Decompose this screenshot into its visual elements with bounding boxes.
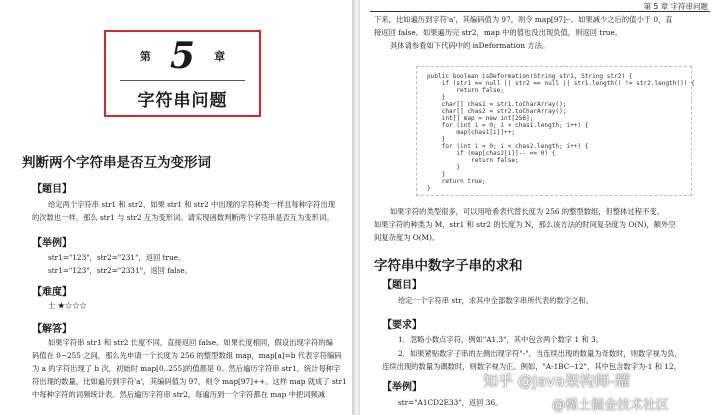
topic-line: 给定一个字符串 str，求其中全部数字串所代表的数字之和。 [398,296,593,305]
header-divider [370,11,710,12]
code-line: return false; [427,87,505,94]
chapter-suffix: 章 [214,50,226,63]
example-label: 【举例】 [32,238,72,249]
code-line: } [427,136,446,143]
watermark-zhihu: 知乎 @Java架构师-耀 [483,372,630,390]
difficulty-label: 【难度】 [32,287,72,298]
code-line: return false; [427,157,519,164]
chapter-title: 字符串问题 [137,91,228,111]
chapter-divider [120,80,245,81]
requirement-line: 连续出现的数量为偶数时，则数字视为正。例如，"A-1BC--12"，其中包含数字为-1 和 12。 [382,362,681,371]
topic-label: 【题目】 [32,184,72,195]
code-line: } [427,164,461,171]
difficulty-rating: 士 ★☆☆☆ [48,301,87,310]
section-title: 判断两个字符串是否互为变形词 [22,155,211,171]
code-line: } [427,94,446,101]
example-label: 【举例】 [382,382,422,393]
code-line: if (str1 == null || str2 == null || str1.length() != str2.length()) { [427,80,695,87]
requirements-label: 【要求】 [382,320,422,331]
running-header: 第 5 章 字符串问题 [643,2,708,11]
example-line: str="A1CD2E33"，返回 36。 [398,398,503,407]
code-block [416,66,695,196]
answer-label: 【解答】 [32,324,72,335]
requirement-line: 1．忽略小数点字符，例如"A1.3"，其中包含两个数字 1 和 3。 [398,335,604,344]
code-line: for (int i = 0; i < chas1.length; i++) { [427,122,589,129]
example-line: str1="123"，str2="231"，返回 true。 [48,253,186,262]
chapter-number: 5 [169,35,196,77]
code-line: map[chas1[i]]++; [427,129,516,136]
example-line: str1="123"，str2="2331"，返回 false。 [48,266,193,275]
left-page [0,0,352,415]
body-line: 下来，比如遍历到字符'a'，其编码值为 97，则令 map[97]--。如果减少之后的值小于 0，直 [374,15,673,24]
code-line: if (map[chas2[i]]-- == 0) { [427,150,556,157]
body-line: 如果字符的类型很多，可以用哈希表代替长度为 256 的整型数组，但整体过程不变。 [390,207,664,216]
body-line: 如果字符的种类为 M，str1 和 str2 的长度为 N，那么该方法的时间复杂度为 O(N)，额外空 [374,220,676,229]
answer-line: 为 a 的字符出现了 b 次，初始时 map[0..255]的值都是 0。然后遍历字符串 str1，统计每种字 [32,364,341,373]
book-spine-gutter [352,0,360,415]
code-line: for (int i = 0; i < chas2.length; i++) { [427,143,589,150]
watermark-juejin: @稀土掘金技术社区 [552,398,670,413]
code-line: char[] chas2 = str2.toCharArray(); [427,108,567,115]
answer-line: 码值在 0~255 之间，那么先申请一个长度为 256 的整型数组 map，map[a]=b 代表字符编码 [32,351,342,360]
body-line: 具体请参看如下代码中的 isDeformation 方法。 [390,41,550,50]
body-line: 间复杂度为 O(M)。 [374,233,440,242]
answer-line: 符出现的数量，比如遍历到字符'a'，其编码值为 97，则令 map[97]++。这样 map 就成了 str1 [32,377,347,386]
section-title: 字符串中数字子串的求和 [374,258,523,274]
chapter-prefix: 第 [139,50,151,63]
chapter-heading-box [104,30,261,117]
code-line: } [427,185,431,192]
topic-label: 【题目】 [382,280,422,291]
topic-line: 的次数也一样，那么 str1 与 str2 互为变形词。请实现函数判断两个字符串是否互为变形词。 [32,213,334,222]
answer-line: 如果字符串 str1 和 str2 长度不同，直接返回 false。如果长度相同，假设出现字符的编 [48,338,333,347]
answer-line: 中每种字符的词频统计表。然后遍历字符串 str2，每遍历到一个字符都在 map 中把词频减 [32,390,326,399]
code-line: int[] map = new int[256]; [427,115,534,122]
code-line: char[] chas1 = str1.toCharArray(); [427,101,567,108]
body-line: 接返回 false。如果遍历完 str2，map 中的值也没出现负值，则返回 true。 [374,28,623,37]
code-line: return true; [427,178,486,185]
requirement-line: 2．如果紧贴数字子串的左侧出现字符"-"，当连续出现的数量为奇数时，则数字视为负， [398,349,682,358]
topic-line: 给定两个字符串 str1 和 str2，如果 str1 和 str2 中出现的字符种类一样且每种字符出现 [48,200,336,209]
code-line: public boolean isDeformation(String str1, String str2) { [427,73,633,80]
code-line: } [427,171,446,178]
right-page [360,0,720,415]
